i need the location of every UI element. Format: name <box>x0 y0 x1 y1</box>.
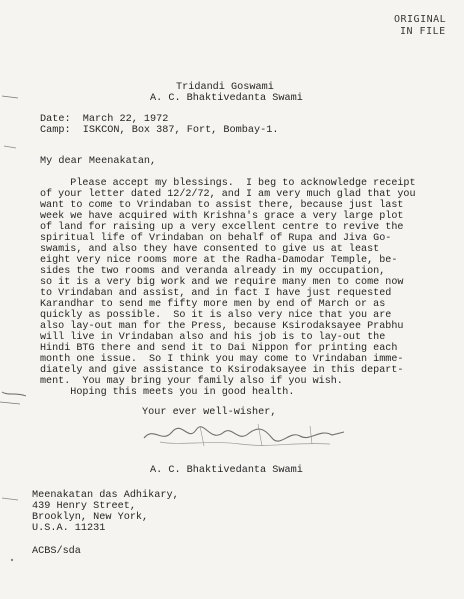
body-line: Karandhar to send me fifty more men by end of March or as <box>40 299 386 310</box>
closing: Your ever well-wisher, <box>142 407 277 418</box>
body-line: Please accept my blessings. I beg to acknowledge receipt <box>40 178 416 189</box>
scan-marks-left <box>0 0 40 599</box>
body-line: want to come to Vrindaban to assist there, because just last <box>40 200 404 211</box>
body-line: will live in Vrindaban also and his job is to lay-out the <box>40 332 386 343</box>
address-line: U.S.A. 11231 <box>32 523 106 534</box>
signature-name: A. C. Bhaktivedanta Swami <box>150 465 303 476</box>
body-line: ment. You may bring your family also if you wish. <box>40 376 343 387</box>
salutation: My dear Meenakatan, <box>40 156 157 167</box>
body-line: month one issue. So I think you may come to Vrindaban imme- <box>40 354 404 365</box>
body-line: of land for raising up a very excellent centre to revive the <box>40 222 404 233</box>
body-line: to Vrindaban and assist, and in fact I have just requested <box>40 288 392 299</box>
date-line: Date: March 22, 1972 <box>40 114 169 125</box>
body-line: quickly as possible. So it is also very nice that you are <box>40 310 392 321</box>
handwritten-signature <box>140 420 350 450</box>
body-line: week we have acquired with Krishna's grace a very large plot <box>40 211 404 222</box>
body-line: swamis, and also they have consented to give us at least <box>40 244 380 255</box>
address-line: Brooklyn, New York, <box>32 512 149 523</box>
reference-initials: ACBS/sda <box>32 546 81 557</box>
address-line: 439 Henry Street, <box>32 501 136 512</box>
body-line: of your letter dated 12/2/72, and I am very much glad that you <box>40 189 416 200</box>
body-line: also lay-out man for the Press, because Ksirodaksayee Prabhu <box>40 321 404 332</box>
stamp-line-2: IN FILE <box>400 26 446 37</box>
camp-line: Camp: ISKCON, Box 387, Fort, Bombay-1. <box>40 125 279 136</box>
body-line: sides the two rooms and veranda already in my occupation, <box>40 266 386 277</box>
body-line: diately and give assistance to Ksirodaksayee in this depart- <box>40 365 404 376</box>
body-line: spiritual life of Vrindaban on behalf of Rupa and Jiva Go- <box>40 233 392 244</box>
stamp-line-1: ORIGINAL <box>394 14 447 25</box>
address-line: Meenakatan das Adhikary, <box>32 490 179 501</box>
original-in-file-stamp <box>394 14 446 38</box>
header-name: A. C. Bhaktivedanta Swami <box>150 93 303 104</box>
body-line: Hindi BTG there and send it to Dai Nippon for printing each <box>40 343 398 354</box>
body-line: so it is a very big work and we require many men to come now <box>40 277 404 288</box>
body-line: eight very nice rooms more at the Radha-Damodar Temple, be- <box>40 255 398 266</box>
header-title: Tridandi Goswami <box>176 82 274 93</box>
body-line: Hoping this meets you in good health. <box>40 387 295 398</box>
